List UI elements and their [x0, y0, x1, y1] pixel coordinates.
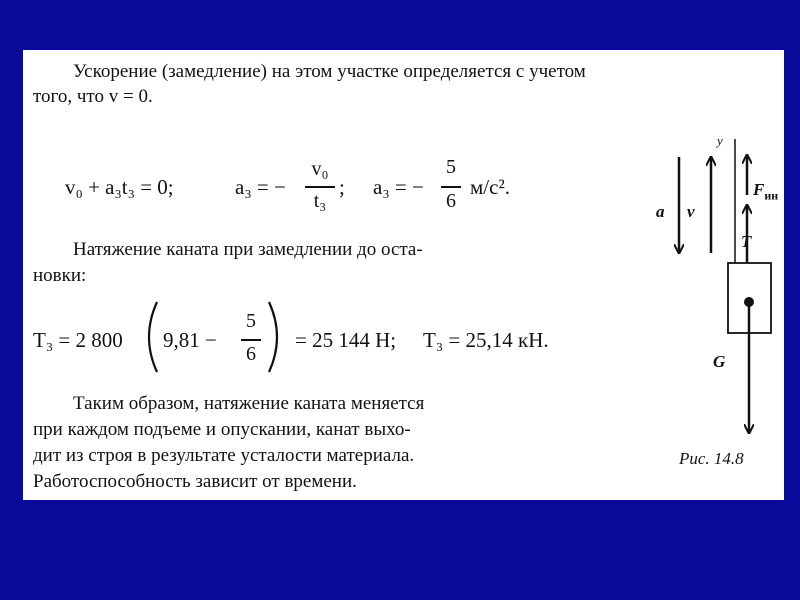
formula2-lhs: T₃ = 2 800: [33, 328, 123, 352]
text-line: новки:: [33, 265, 87, 286]
formula-eq2-numerator: v₀: [311, 158, 329, 180]
label-f-subscript: ин: [764, 188, 779, 203]
formula2-inner: 9,81 −: [163, 328, 217, 352]
formula-eq2-lhs: a₃ = −: [235, 175, 286, 199]
label-a: a: [656, 202, 665, 221]
fraction-bar: [241, 339, 261, 341]
label-t: T: [741, 232, 752, 251]
formula-eq2-denominator: t₃: [313, 190, 327, 212]
text-line: при каждом подъеме и опускании, канат выхо-: [33, 419, 411, 440]
text-line: Работоспособность зависит от времени.: [33, 471, 357, 492]
label-f: F: [753, 180, 765, 199]
formula-eq3-numerator: 5: [446, 156, 456, 178]
label-f-inertia: [753, 180, 778, 203]
label-g: G: [713, 352, 726, 371]
label-v: v: [687, 202, 695, 221]
fraction-bar: [441, 186, 461, 188]
slide-page: [23, 50, 784, 500]
formula2-denominator: 6: [246, 343, 256, 365]
text-line: Натяжение каната при замедлении до оста-: [73, 239, 423, 260]
label-y: y: [717, 133, 723, 148]
formula-eq1: v₀ + a₃t₃ = 0;: [65, 175, 174, 199]
formula-eq3-lhs: a₃ = −: [373, 175, 424, 199]
fraction-bar: [305, 186, 335, 188]
text-line: дит из строя в результате усталости материала.: [33, 445, 415, 466]
formula-eq2-end: ;: [339, 175, 345, 199]
text-line: Таким образом, натяжение каната меняется: [73, 393, 425, 414]
formula-eq3-unit: м/с².: [470, 175, 510, 199]
formula2-rhs: = 25 144 Н;: [295, 328, 397, 352]
text-line: Ускорение (замедление) на этом участке определяется с учетом: [73, 61, 586, 82]
figure-caption: Рис. 14.8: [679, 449, 744, 468]
formula2-numerator: 5: [246, 310, 256, 332]
formula2-result: T₃ = 25,14 кН.: [423, 328, 549, 352]
text-line: того, что v = 0.: [33, 86, 153, 107]
formula-eq3-denominator: 6: [446, 190, 456, 212]
